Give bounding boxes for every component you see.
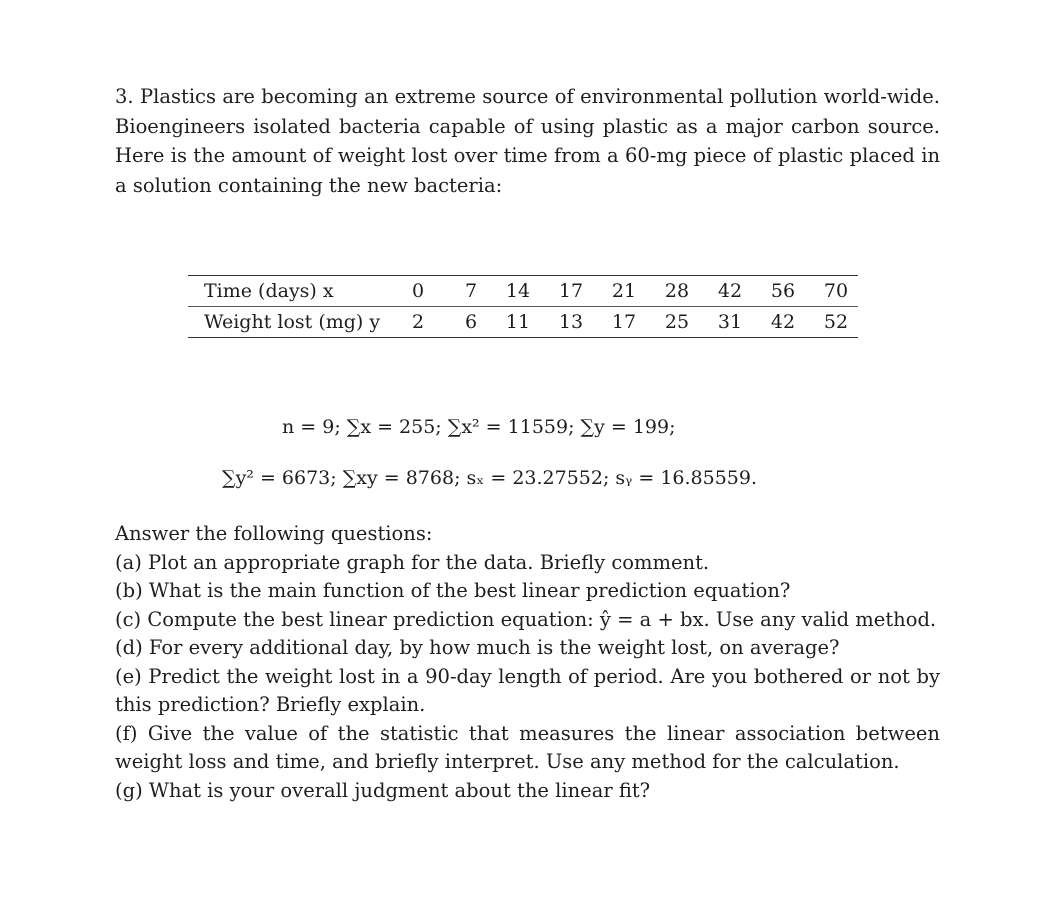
- question-c: (c) Compute the best linear prediction equation: ŷ = a + bx. Use any valid method.: [115, 607, 937, 631]
- x-value: 56: [742, 276, 795, 307]
- question-d: (d) For every additional day, by how much is the weight lost, on average?: [115, 636, 840, 659]
- row-label-weight: Weight lost (mg) y: [188, 307, 394, 338]
- y-value: 13: [530, 307, 583, 338]
- question-f: (f) Give the value of the statistic that measures the linear association between weight loss and time, and briefly interpret. Use any method for the calculation.: [115, 721, 940, 773]
- x-value: 7: [424, 276, 477, 307]
- data-table: [188, 275, 858, 338]
- x-value: 42: [689, 276, 742, 307]
- x-value: 28: [636, 276, 689, 307]
- x-value: 17: [530, 276, 583, 307]
- x-value: 21: [583, 276, 636, 307]
- x-value: 14: [477, 276, 530, 307]
- x-value: 0: [394, 276, 424, 307]
- y-value: 52: [795, 307, 858, 338]
- question-e: (e) Predict the weight lost in a 90-day length of period. Are you bothered or not by this prediction? Briefly explain.: [115, 664, 940, 716]
- row-label-time: Time (days) x: [188, 276, 394, 307]
- question-b: (b) What is the main function of the best linear prediction equation?: [115, 579, 791, 602]
- y-value: 6: [424, 307, 477, 338]
- questions-header: Answer the following questions:: [115, 522, 433, 545]
- summary-stats-line-2: ∑y² = 6673; ∑xy = 8768; sₓ = 23.27552; sᵧ = 16.85559.: [222, 467, 758, 489]
- question-a: (a) Plot an appropriate graph for the data. Briefly comment.: [115, 550, 710, 574]
- questions-section: [115, 520, 940, 805]
- table-row-weight: [188, 307, 858, 338]
- question-g: (g) What is your overall judgment about the linear fit?: [115, 778, 651, 802]
- table-row-time: [188, 276, 858, 307]
- y-value: 25: [636, 307, 689, 338]
- y-value: 17: [583, 307, 636, 338]
- problem-intro: 3. Plastics are becoming an extreme source of environmental pollution world-wide. Bioengineers isolated bacteria capable of using plastic as a major carbon source. Here is the amount of weight lost over time from a 60-mg piece of plastic placed in a solution containing the new bacteria:: [115, 85, 940, 197]
- y-value: 2: [394, 307, 424, 338]
- y-value: 31: [689, 307, 742, 338]
- x-value: 70: [795, 276, 858, 307]
- y-value: 42: [742, 307, 795, 338]
- summary-stats-line-1: n = 9; ∑x = 255; ∑x² = 11559; ∑y = 199;: [282, 416, 676, 438]
- y-value: 11: [477, 307, 530, 338]
